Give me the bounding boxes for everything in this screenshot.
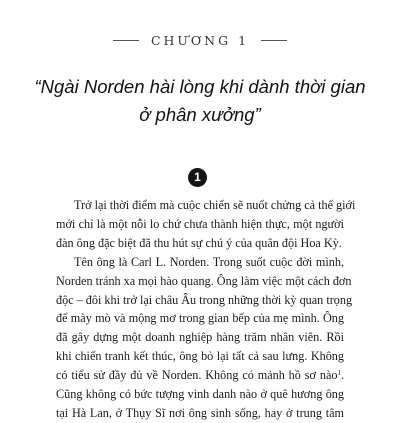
chapter-title-line: “Ngài Norden hài lòng khi dành thời gian [34, 76, 366, 97]
chapter-header [0, 33, 400, 48]
chapter-label: CHƯƠNG 1 [150, 33, 250, 48]
body-text [56, 196, 356, 423]
text-line: Trở lại thời điểm mà cuộc chiến sẽ nuốt chửng cả thế giới [74, 198, 356, 212]
chapter-rule-right [261, 40, 287, 41]
text-line: mới chỉ là một nỗi lo chứ chưa thành hiện thực, một người [56, 216, 344, 231]
text-line: đã gây dựng một doanh nghiệp hàng trăm nhân viên. Rồi [56, 330, 344, 345]
footnote-ref[interactable]: 1 [337, 369, 341, 378]
text-line: Norden tránh xa mọi hào quang. Ông làm việc một cách đơn [56, 273, 352, 288]
chapter-title-line: ở phân xưởng” [139, 104, 261, 125]
section-number-badge: 1 [188, 168, 207, 187]
text-line-content: có tiểu sử đầy đủ về Norden. Không có mảnh hồ sơ nào [56, 368, 338, 383]
text-line: Cũng không có bức tượng vinh danh nào ở quê hương ông [56, 387, 344, 402]
text-line: tại Hà Lan, ở Thụy Sĩ nơi ông sinh sống, hay ở trung tâm [56, 405, 344, 420]
text-line: đàn ông đặc biệt đã thu hút sự chú ý của quân đội Hoa Kỳ. [56, 235, 342, 250]
chapter-rule-left [113, 40, 139, 41]
text-line: Tên ông là Carl L. Norden. Trong suốt cuộc đời mình, [74, 254, 344, 269]
text-line: có tiểu sử đầy đủ về Norden. Không có mảnh hồ sơ nào$^1$. [56, 368, 344, 383]
text-line: khi chiến tranh kết thúc, ông bỏ lại tất cả sau lưng. Không [56, 349, 344, 364]
text-line: độc – đôi khi trở lại châu Âu trong những thời kỳ quan trọng [56, 292, 353, 307]
chapter-title [30, 73, 370, 129]
text-line: để mày mò và mộng mơ trong gian bếp của mẹ mình. Ông [56, 311, 344, 326]
